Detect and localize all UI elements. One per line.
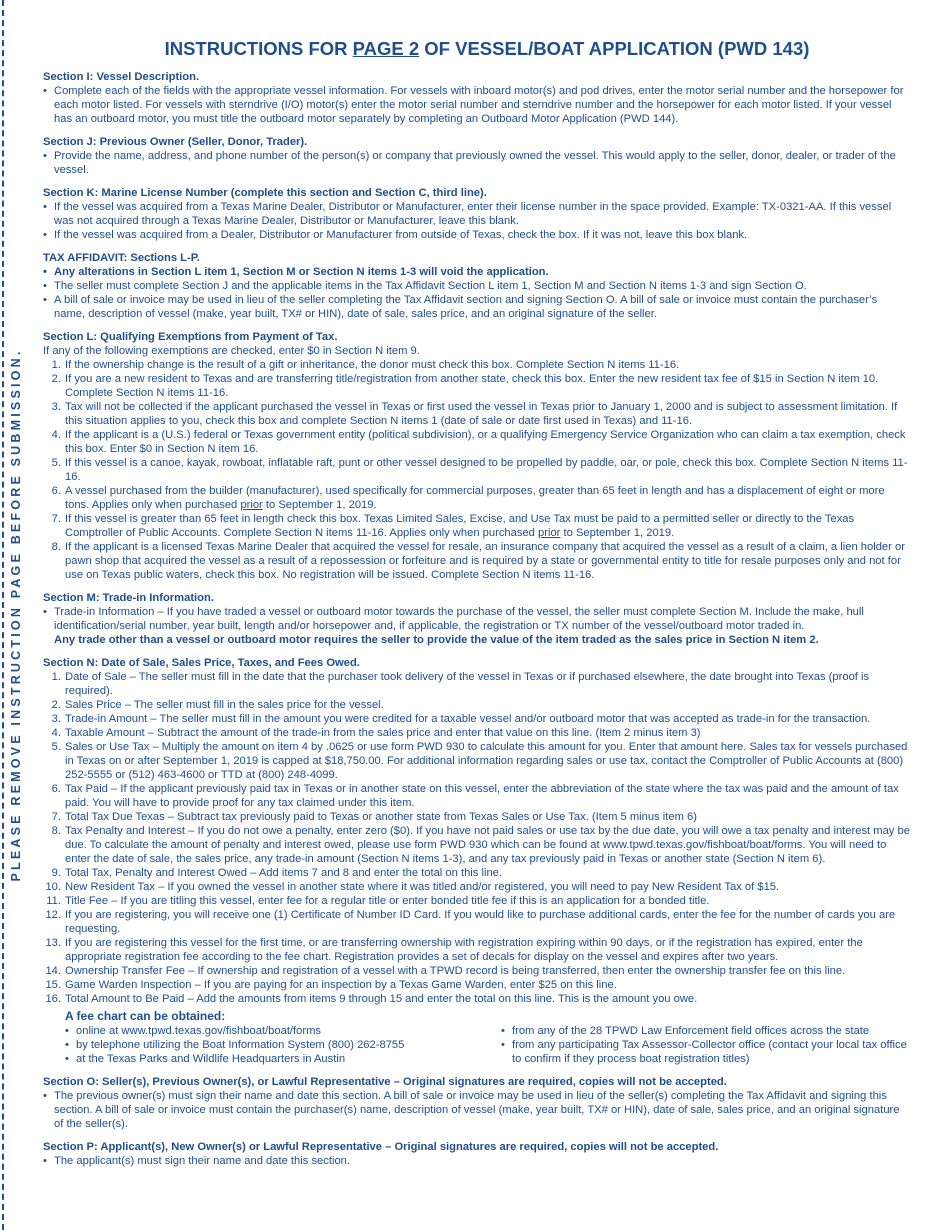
- list-item: [43, 712, 911, 726]
- item-text: If the applicant is a licensed Texas Marine Dealer that acquired the vessel for resale, an insurance company that acquired the vessel as a result of a claim, a lien holder or pawn shop that acquired the vessel as a result of a repossession or forfeiture and is required by a state or governmental entity to title for resale purposes only and not for use on Texas public waters, check this box. No registration will be issued. Complete Section N items 11-16.: [65, 541, 905, 581]
- list-item: [43, 456, 911, 484]
- bullet-item: • A bill of sale or invoice may be used in lieu of the seller completing the Tax Affidavit section and signing Section O. A bill of sale or invoice must contain the purchaser’s name, description of vessel (make, year built, TX# or HIN), date of sale, sales price, and an original signature of the seller.: [43, 293, 911, 321]
- section-heading: Section P: Applicant(s), New Owner(s) or Lawful Representative – Original signatures are required, copies will not be accepted.: [43, 1141, 719, 1153]
- item-text: Total Tax Due Texas – Subtract tax previously paid to Texas or another state from Texas Sales or Use Tax. (Item 5 minus item 6): [65, 811, 697, 823]
- section-p: [43, 1140, 911, 1168]
- section-heading: Section L: Qualifying Exemptions from Payment of Tax.: [43, 331, 338, 343]
- section-heading: Section K: Marine License Number (complete this section and Section C, third line).: [43, 187, 487, 199]
- section-m: [43, 591, 911, 647]
- fee-chart: [43, 1009, 911, 1066]
- item-number: 8.: [51, 825, 61, 837]
- list-item: [43, 726, 911, 740]
- item-text: Title Fee – If you are titling this vessel, enter fee for a regular title or enter bonded title fee if this is an application for a bonded title.: [65, 895, 710, 907]
- section-heading: Section N: Date of Sale, Sales Price, Taxes, and Fees Owed.: [43, 657, 360, 669]
- bullet-item-warning: • Any alterations in Section L item 1, Section M or Section N items 1-3 will void the application.: [43, 265, 911, 279]
- list-item: [43, 992, 911, 1006]
- list-item: [43, 428, 911, 456]
- item-number: 5.: [51, 741, 61, 753]
- item-text: Date of Sale – The seller must fill in the date that the purchaser took delivery of the vessel in Texas or if purchased elsewhere, the date brought into Texas (proof is required).: [65, 671, 870, 697]
- item-text: If this vessel is greater than 65 feet in length check this box. Texas Limited Sales, Excise, and Use Tax must be paid to a permitted seller or directly to the Texas Comptroller of Public Accounts. Complete Section N items 11-16. Applies only when purchased: [65, 513, 855, 539]
- section-o: [43, 1075, 911, 1131]
- section-heading: Section J: Previous Owner (Seller, Donor, Trader).: [43, 136, 308, 148]
- item-text: Ownership Transfer Fee – If ownership and registration of a vessel with a TPWD record is being transferred, then enter the ownership transfer fee on this line.: [65, 965, 846, 977]
- fee-source-item: • from any of the 28 TPWD Law Enforcement field offices across the state: [501, 1024, 911, 1038]
- item-text: Game Warden Inspection – If you are paying for an inspection by a Texas Game Warden, enter $25 on this line.: [65, 979, 617, 991]
- item-text: If the ownership change is the result of a gift or inheritance, the donor must check this box. Complete Section N items 11-16.: [65, 359, 680, 371]
- fee-source-item: • by telephone utilizing the Boat Information System (800) 262-8755: [65, 1038, 501, 1052]
- instructions-content: [43, 36, 911, 1177]
- item-text: New Resident Tax – If you owned the vessel in another state where it was titled and/or registered, you will need to pay New Resident Tax of $15.: [65, 881, 780, 893]
- item-text: A vessel purchased from the builder (manufacturer), used specifically for commercial purposes, greater than 65 feet in length and has a displacement of eight or more tons. Applies only when purchased: [65, 485, 885, 511]
- section-i: [43, 70, 911, 126]
- item-number: 12.: [45, 909, 61, 921]
- bullet-item: • If the vessel was acquired from a Dealer, Distributor or Manufacturer from outside of Texas, check the box. If it was not, leave this box blank.: [43, 228, 911, 242]
- item-number: 7.: [51, 513, 61, 525]
- list-item: [43, 908, 911, 936]
- item-number: 6.: [51, 485, 61, 497]
- list-item: [43, 978, 911, 992]
- item-number: 5.: [51, 457, 61, 469]
- list-item: [43, 540, 911, 582]
- item-number: 16.: [45, 993, 61, 1005]
- fee-chart-right: [501, 1024, 911, 1066]
- item-number: 9.: [51, 867, 61, 879]
- fee-chart-heading: A fee chart can be obtained:: [65, 1009, 226, 1023]
- list-item: [43, 670, 911, 698]
- item-text: Sales or Use Tax – Multiply the amount on item 4 by .0625 or use form PWD 930 to calculate this amount for you. Enter that amount here. Sales tax for vessels purchased in Texas on or after September 1, 2019 is capped at $18,750.00. For additional information regarding sales or use tax, contact the Comptroller of Public Accounts at (800) 252-5555 or (512) 463-4600 or TTD at (800) 248-4099.: [65, 741, 908, 781]
- section-intro: If any of the following exemptions are checked, enter $0 in Section N item 9.: [43, 345, 420, 357]
- item-text: If you are registering this vessel for the first time, or are transferring ownership with registration expiring within 90 days, or if the registration has expired, enter the appropriate registration fee according to the fee chart. Registration provides a set of decals for display on the vessel and expires after two years.: [65, 937, 863, 963]
- item-number: 7.: [51, 811, 61, 823]
- item-text: Total Tax, Penalty and Interest Owed – Add items 7 and 8 and enter the total on this line.: [65, 867, 502, 879]
- item-number: 1.: [51, 359, 61, 371]
- item-text: Tax Penalty and Interest – If you do not owe a penalty, enter zero ($0). If you have not paid sales or use tax by the due date, you will owe a tax penalty and interest may be due. To calculate the amount of penalty and interest owed, please use form PWD 930 which can be found at www.tpwd.texas.gov/fishboat/boat/forms. You will need to enter the date of sale, the sales price, any trade-in amount (Section N items 1-3), and any tax previously paid in Texas or another state (Section N item 6).: [65, 825, 910, 865]
- title-pre: INSTRUCTIONS FOR: [164, 38, 353, 59]
- item-number: 4.: [51, 429, 61, 441]
- item-number: 6.: [51, 783, 61, 795]
- list-item: [43, 484, 911, 512]
- cut-line: [2, 0, 4, 1230]
- item-number: 4.: [51, 727, 61, 739]
- list-item: [43, 964, 911, 978]
- item-text: Tax will not be collected if the applicant purchased the vessel in Texas or first used the vessel in Texas prior to January 1, 2000 and is subject to assessment limitation. If this situation applies to you, check this box and complete Section N items 1 (date of sale or date first used in Texas) and 11-16.: [65, 401, 898, 427]
- item-text: Sales Price – The seller must fill in the sales price for the vessel.: [65, 699, 384, 711]
- item-text-end: to September 1, 2019.: [560, 527, 675, 539]
- list-item: [43, 894, 911, 908]
- section-n: [43, 656, 911, 1006]
- item-number: 3.: [51, 713, 61, 725]
- bullet-item: • Provide the name, address, and phone number of the person(s) or company that previously owned the vessel. This would apply to the seller, donor, dealer, or trader of the vessel.: [43, 149, 911, 177]
- item-number: 13.: [45, 937, 61, 949]
- bullet-item: • Trade-in Information – If you have traded a vessel or outboard motor towards the purchase of the vessel, the seller must complete Section M. Include the make, hull identification/serial number, year built, length and/or horsepower and, if applicable, the registration or TX number of the vessel/outboard motor traded in.: [43, 605, 911, 633]
- item-number: 2.: [51, 699, 61, 711]
- item-text-underlined: prior: [240, 499, 263, 511]
- list-item: [43, 400, 911, 428]
- item-text: Tax Paid – If the applicant previously paid tax in Texas or in another state on this vessel, enter the abbreviation of the state where the tax was paid and the amount of tax paid. You will have to provide proof for any tax claimed under this item.: [65, 783, 899, 809]
- item-text: If the applicant is a (U.S.) federal or Texas government entity (political subdivision), or a qualifying Emergency Service Organization who can claim a tax exemption, check this box. Enter $0 in Section N item 16.: [65, 429, 906, 455]
- item-number: 14.: [45, 965, 61, 977]
- item-number: 10.: [45, 881, 61, 893]
- list-item: [43, 866, 911, 880]
- list-item: [43, 824, 911, 866]
- section-heading: Section I: Vessel Description.: [43, 71, 200, 83]
- list-item: [43, 372, 911, 400]
- list-item: [43, 810, 911, 824]
- section-heading: TAX AFFIDAVIT: Sections L-P.: [43, 252, 200, 264]
- side-note: PLEASE REMOVE INSTRUCTION PAGE BEFORE SUBMISSION.: [9, 348, 23, 882]
- list-item: [43, 782, 911, 810]
- item-number: 3.: [51, 401, 61, 413]
- title-underlined: PAGE 2: [352, 38, 420, 59]
- item-text: If this vessel is a canoe, kayak, rowboat, inflatable raft, punt or other vessel designed to be propelled by paddle, oar, or pole, check this box. Complete Section N items 11-16.: [65, 457, 908, 483]
- section-heading: Section O: Seller(s), Previous Owner(s), or Lawful Representative – Original signatures are required, copies will not be accepted.: [43, 1076, 727, 1088]
- item-text: Taxable Amount – Subtract the amount of the trade-in from the sales price and enter that value on this line. (Item 2 minus item 3): [65, 727, 701, 739]
- section-l: [43, 330, 911, 582]
- list-item: [43, 880, 911, 894]
- bullet-item: • The applicant(s) must sign their name and date this section.: [43, 1154, 911, 1168]
- section-k: [43, 186, 911, 242]
- list-item: [43, 358, 911, 372]
- item-text: If you are registering, you will receive one (1) Certificate of Number ID Card. If you would like to purchase additional cards, enter the fee for the number of cards you are requesting.: [65, 909, 896, 935]
- list-item: [43, 936, 911, 964]
- item-text-end: to September 1, 2019.: [262, 499, 377, 511]
- fee-source-item: • online at www.tpwd.texas.gov/fishboat/boat/forms: [65, 1024, 501, 1038]
- item-text: If you are a new resident to Texas and are transferring title/registration from another state, check this box. Enter the new resident tax fee of $15 in Section N item 10. Complete Section N items 11-16.: [65, 373, 879, 399]
- title-post: OF VESSEL/BOAT APPLICATION (PWD 143): [419, 38, 810, 59]
- page-title: [43, 36, 911, 62]
- item-number: 1.: [51, 671, 61, 683]
- list-item: [43, 740, 911, 782]
- tax-affidavit: [43, 251, 911, 321]
- section-heading: Section M: Trade-in Information.: [43, 592, 214, 604]
- list-item: [43, 512, 911, 540]
- item-text: Trade-in Amount – The seller must fill in the amount you were credited for a taxable vessel and/or outboard motor that was accepted as trade-in for the transaction.: [65, 713, 871, 725]
- fee-chart-left: [65, 1024, 501, 1066]
- bullet-item: • If the vessel was acquired from a Texas Marine Dealer, Distributor or Manufacturer, enter their license number in the space provided. Example: TX-0321-AA. If this vessel was not acquired through a Texas Marine Dealer, Distributor or Manufacturer, leave this blank.: [43, 200, 911, 228]
- trade-note: Any trade other than a vessel or outboard motor requires the seller to provide the value of the item traded as the sales price in Section N item 2.: [54, 634, 819, 646]
- item-number: 8.: [51, 541, 61, 553]
- list-item: [43, 698, 911, 712]
- item-text: Total Amount to Be Paid – Add the amounts from items 9 through 15 and enter the total on this line. This is the amount you owe.: [65, 993, 698, 1005]
- item-number: 11.: [46, 895, 61, 907]
- bullet-item: • The previous owner(s) must sign their name and date this section. A bill of sale or invoice may be used in lieu of the seller(s) completing the Tax Affidavit and signing this section. A bill of sale or invoice must contain the purchaser(s) name, description of vessel (make, year built, TX# or HIN), date of sale, sales price, and an original signature of the seller(s).: [43, 1089, 911, 1131]
- item-text-underlined: prior: [538, 527, 561, 539]
- fee-source-item: • from any participating Tax Assessor-Collector office (contact your local tax office to confirm if they process boat registration titles): [501, 1038, 911, 1066]
- bullet-item: • The seller must complete Section J and the applicable items in the Tax Affidavit Section L item 1, Section M and Section N items 1-3 and sign Section O.: [43, 279, 911, 293]
- section-j: [43, 135, 911, 177]
- item-number: 15.: [45, 979, 61, 991]
- bullet-item: • Complete each of the fields with the appropriate vessel information. For vessels with inboard motor(s) and pod drives, enter the motor serial number and the horsepower for each motor listed. For vessels with sterndrive (I/O) motor(s) enter the motor serial number and sterndrive number and the horsepower for each motor listed. If your vessel has an outboard motor, you must title the outboard motor separately by completing an Outboard Motor Application (PWD 144).: [43, 84, 911, 126]
- fee-source-item: • at the Texas Parks and Wildlife Headquarters in Austin: [65, 1052, 501, 1066]
- item-number: 2.: [51, 373, 61, 385]
